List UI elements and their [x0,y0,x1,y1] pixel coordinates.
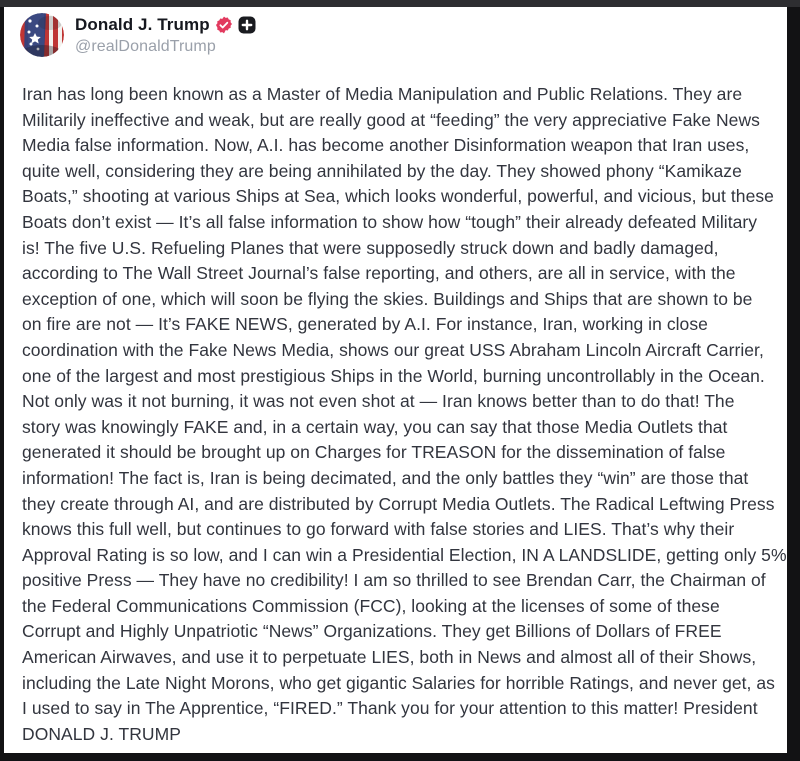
post-text-line: one of the largest and most prestigious Ships in the World, burning uncontrollably in the Ocean. [22,365,765,386]
post-text-line: generated it should be brought up on Charges for TREASON for the dissemination of false [22,442,726,463]
post-text-line: they create through AI, and are distributed by Corrupt Media Outlets. The Radical Leftwing Press [22,493,775,514]
post-text-line: I used to say in The Apprentice, “FIRED.” Thank you for your attention to this matter! President [22,698,758,719]
name-row [75,15,256,35]
post-text-line: story was knowingly FAKE and, in a certain way, you can say that those Media Outlets that [22,416,728,437]
post-text-line: Militarily ineffective and weak, but are really good at “feeding” the very appreciative Fake News [22,109,760,130]
post-text-line: positive Press — They have no credibility! I am so thrilled to see Brendan Carr, the Chairman of [22,570,766,591]
post-text-line: American Airwaves, and use it to perpetuate LIES, both in News and almost all of their Shows, [22,647,757,668]
post-text-line: according to The Wall Street Journal’s false reporting, and others, are all in service, with the [22,263,736,284]
post-text-line: DONALD J. TRUMP [22,723,181,744]
post-body [22,82,787,747]
post-text-line: information! The fact is, Iran is being decimated, and the only battles they “win” are those that [22,467,749,488]
plus-badge-icon [238,16,256,34]
post-text-line: including the Late Night Morons, who get gigantic Salaries for horrible Ratings, and never get, as [22,672,775,693]
post-text-line: Boats,” shooting at various Ships at Sea, which looks wonderful, powerful, and vicious, but these [22,186,774,207]
post-header [20,13,256,57]
post-text-line: the Federal Communications Commission (FCC), looking at the licenses of some of these [22,595,720,616]
verified-badge-icon [215,16,233,34]
post-text-line: knows this full well, but continues to go forward with false stories and LIES. That’s why their [22,519,735,540]
post-text-line: Iran has long been known as a Master of Media Manipulation and Public Relations. They are [22,84,743,104]
post-text-line: coordination with the Fake News Media, shows our great USS Abraham Lincoln Aircraft Carrier, [22,339,764,360]
post-text-line: exception of one, which will soon be flying the skies. Buildings and Ships that are shown to be [22,288,753,309]
post-text-line: Boats don’t exist — It’s all false information to show how “tough” their already defeated Military [22,211,758,232]
identity-block [75,13,256,56]
display-name: Donald J. Trump [75,15,210,34]
post-text-line: on fire are not — It’s FAKE NEWS, generated by A.I. For instance, Iran, working in close [22,314,708,335]
post-text-line: Not only was it not burning, it was not even shot at — Iran knows better than to do that! The [22,391,735,412]
post-text-line: Corrupt and Highly Unpatriotic “News” Organizations. They get Billions of Dollars of FREE [22,621,722,642]
flag-avatar-icon [20,13,64,57]
post-text-line: Approval Rating is so low, and I can win a Presidential Election, IN A LANDSLIDE, getting only 5% [22,544,787,565]
post-text-line: Media false information. Now, A.I. has become another Disinformation weapon that Iran uses, [22,135,750,156]
post-text-line: is! The five U.S. Refueling Planes that were supposedly struck down and badly damaged, [22,237,719,258]
user-handle: @realDonaldTrump [75,38,216,55]
post-card [4,7,787,753]
post-text-line: quite well, considering they are being annihilated by the day. They showed phony “Kamikaze [22,160,742,181]
avatar[interactable] [20,13,64,57]
